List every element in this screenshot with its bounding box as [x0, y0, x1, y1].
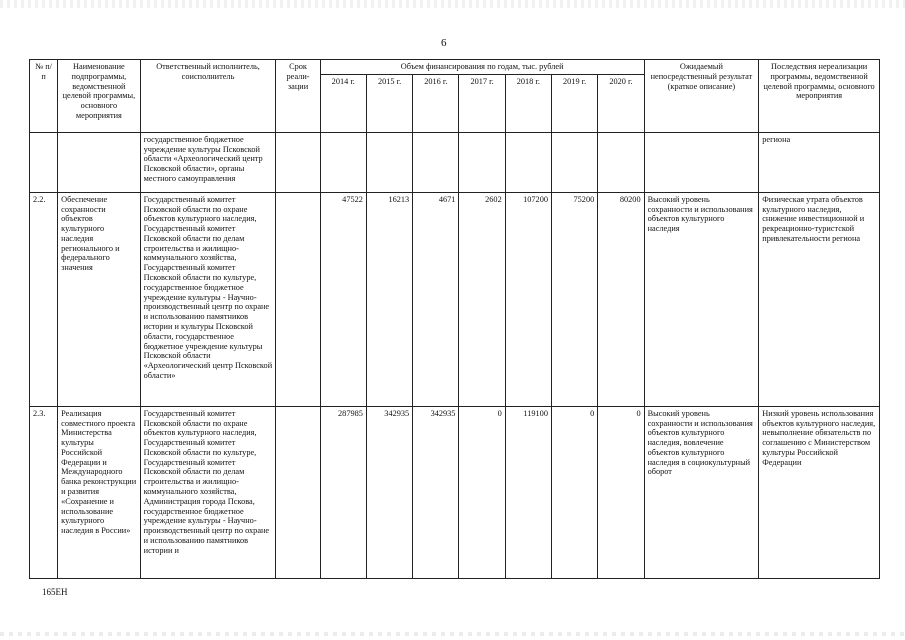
row-result: Высокий уровень сохранности и использования объектов культурного наследия, вовлечение объектов культурного наследия в социокультурный оборот	[644, 406, 759, 578]
table-row	[30, 132, 880, 192]
header-executor: Ответственный исполнитель, соисполнитель	[140, 60, 276, 133]
row-value: 107200	[505, 192, 551, 406]
row-consequences: Низкий уровень использования объектов культурного наследия, невыполнение обязательств по соглашению с Министерством культуры Российской Федерации	[759, 406, 880, 578]
row-name: Реализация совместного проекта Министерства культуры Российской Федерации и Международного банка реконструкции и развития «Сохранение и использование культурного наследия в России»	[58, 406, 140, 578]
scan-artifact-bottom	[0, 632, 905, 636]
row-value: 119100	[505, 406, 551, 578]
table-row	[30, 192, 880, 406]
row-value: 80200	[598, 192, 644, 406]
row-result	[644, 132, 759, 192]
header-name: Наименование подпрограммы, ведомственной целевой программы, основного мероприятия	[58, 60, 140, 133]
header-funding: Объем финансирования по годам, тыс. рублей	[320, 60, 644, 75]
table-row	[30, 406, 880, 578]
row-name: Обеспечение сохранности объектов культурного наследия регионального и федерального значения	[58, 192, 140, 406]
row-num: 2.3.	[30, 406, 58, 578]
row-consequences: Физическая утрата объектов культурного наследия, снижение инвестиционной и рекреационно-туристской привлекательности региона	[759, 192, 880, 406]
row-term	[276, 406, 320, 578]
scan-artifact-top	[0, 0, 905, 8]
row-value: 0	[598, 406, 644, 578]
program-table	[29, 59, 880, 579]
header-consequences: Последствия нереализации программы, ведомственной целевой программы, основного мероприятия	[759, 60, 880, 133]
row-value: 0	[551, 406, 597, 578]
row-num	[30, 132, 58, 192]
page-number: 6	[441, 37, 447, 49]
header-result: Ожидаемый непосредственный результат (краткое описание)	[644, 60, 759, 133]
row-value	[366, 132, 412, 192]
row-value: 287985	[320, 406, 366, 578]
row-name	[58, 132, 140, 192]
row-executor: Государственный комитет Псковской области по охране объектов культурного наследия, Государственный комитет Псковской области по культуре, Государственный комитет Псковской области по делам строительства и жилищно-коммунального хозяйства, Администрация города Пскова, государственное бюджетное учреждение культуры - Научно-производственный центр по охране и использованию памятников истории и	[140, 406, 276, 578]
row-value	[320, 132, 366, 192]
row-value: 4671	[413, 192, 459, 406]
row-term	[276, 132, 320, 192]
row-value	[413, 132, 459, 192]
header-year: 2016 г.	[413, 74, 459, 132]
row-executor: Государственный комитет Псковской области по охране объектов культурного наследия, Государственный комитет Псковской области по делам строительства и жилищно-коммунального хозяйства, Государственный комитет Псковской области по культуре, государственное бюджетное учреждение культуры - Научно-производственный центр по охране и использованию памятников истории и культуры Псковской области, государственное бюджетное учреждение культуры Псковской области «Археологический центр Псковской области»	[140, 192, 276, 406]
row-value	[459, 132, 505, 192]
row-value: 0	[459, 406, 505, 578]
header-year: 2015 г.	[366, 74, 412, 132]
row-value: 75200	[551, 192, 597, 406]
header-year: 2017 г.	[459, 74, 505, 132]
header-year: 2018 г.	[505, 74, 551, 132]
header-year: 2020 г.	[598, 74, 644, 132]
row-value	[598, 132, 644, 192]
header-num: № п/п	[30, 60, 58, 133]
row-value: 16213	[366, 192, 412, 406]
footer-code: 165ЕН	[42, 587, 68, 597]
row-term	[276, 192, 320, 406]
header-year: 2019 г.	[551, 74, 597, 132]
row-value: 47522	[320, 192, 366, 406]
row-num: 2.2.	[30, 192, 58, 406]
row-value: 2602	[459, 192, 505, 406]
row-consequences: региона	[759, 132, 880, 192]
row-result: Высокий уровень сохранности и использования объектов культурного наследия	[644, 192, 759, 406]
row-value: 342935	[366, 406, 412, 578]
row-executor: государственное бюджетное учреждение культуры Псковской области «Археологический центр Псковской области», органы местного самоуправления	[140, 132, 276, 192]
header-term: Срок реали- зации	[276, 60, 320, 133]
header-year: 2014 г.	[320, 74, 366, 132]
row-value	[551, 132, 597, 192]
row-value: 342935	[413, 406, 459, 578]
row-value	[505, 132, 551, 192]
